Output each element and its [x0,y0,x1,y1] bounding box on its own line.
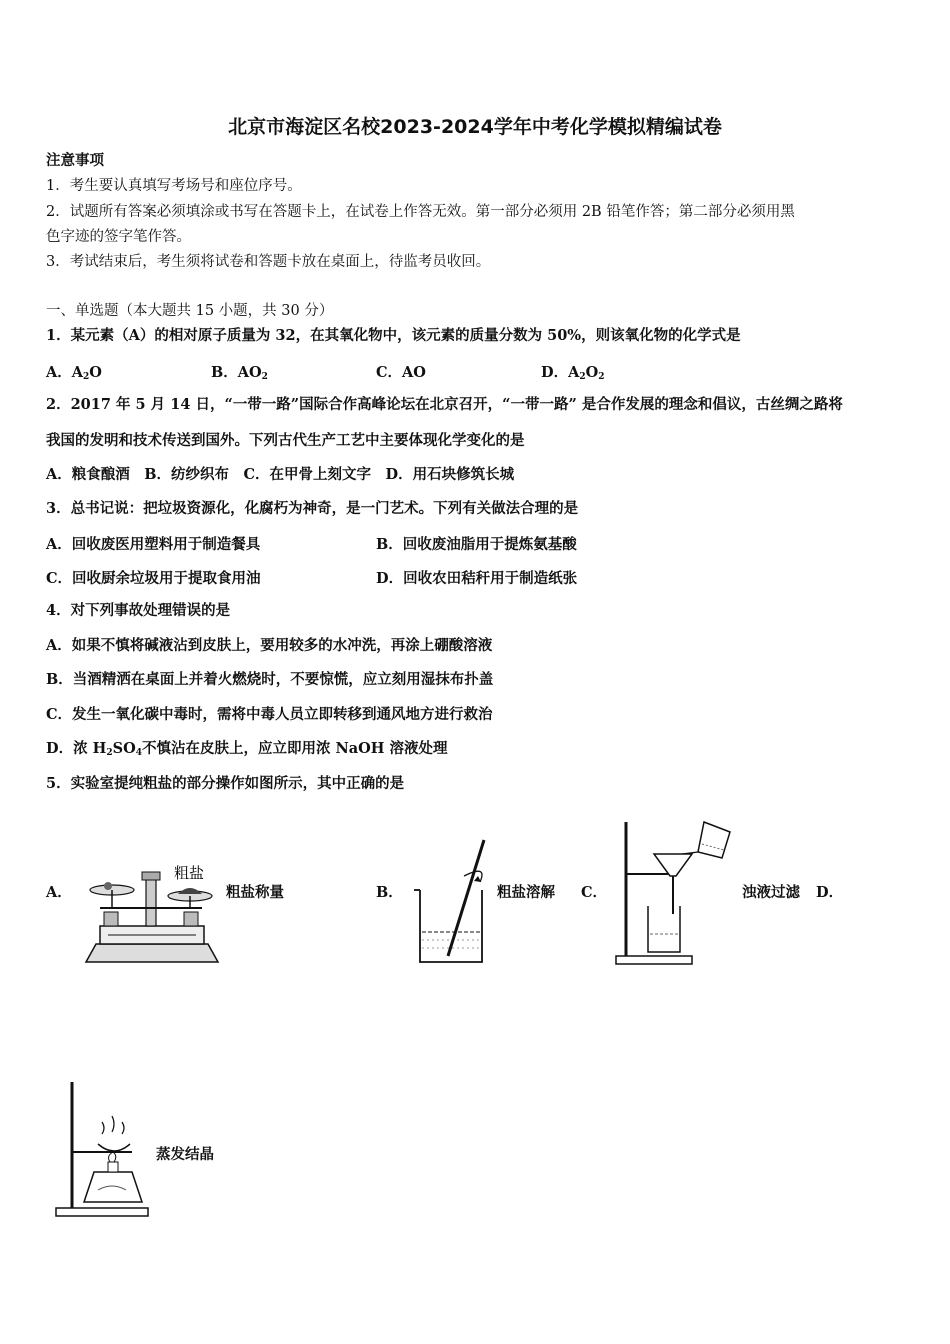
beaker-stirring-figure [408,836,498,966]
q5-option-d-letter: D． [816,884,844,901]
q1-option-b: B．$AO_2$ [211,364,268,382]
notice-item-2-cont: 色字迹的签字笔作答。 [46,229,191,245]
q4-option-c: C．发生一氧化碳中毒时，需将中毒人员立即转移到通风地方进行救治 [46,706,493,723]
notice-item-3: 3．考试结束后，考生须将试卷和答题卡放在桌面上，待监考员收回。 [46,254,491,270]
q4-option-b: B．当酒精洒在桌面上并着火燃烧时，不要惊慌，应立刻用湿抹布扑盖 [46,671,494,688]
q1-stem: 1．某元素（A）的相对原子质量为 32，在其氧化物中，该元素的质量分数为 50%，则该氧化物的化学式是 [46,327,741,344]
q5-option-c-letter: C． [581,884,608,901]
q5-option-a-caption: 粗盐称量 [226,884,284,901]
q1-option-a: A．$A_2O$ [46,364,102,382]
q3-option-c: C．回收厨余垃圾用于提取食用油 [46,570,261,587]
q2-stem-line1: 2．2017 年 5 月 14 日，“一带一路”国际合作高峰论坛在北京召开，“一带一路” 是合作发展的理念和倡议，古丝绸之路将 [46,396,843,413]
section-heading: 一、单选题（本大题共 15 小题，共 30 分） [46,303,334,319]
q5-option-d-caption: 蒸发结晶 [156,1146,214,1163]
notice-item-1: 1．考生要认真填写考场号和座位序号。 [46,178,302,194]
q3-stem: 3．总书记说：把垃圾资源化，化腐朽为神奇，是一门艺术。下列有关做法合理的是 [46,500,579,517]
q1-option-c: C．AO [376,364,426,381]
balance-figure [78,856,228,968]
q5-stem: 5．实验室提纯粗盐的部分操作如图所示，其中正确的是 [46,775,405,792]
q3-option-a: A．回收废医用塑料用于制造餐具 [46,536,261,553]
q5-option-b-letter: B． [376,884,403,901]
q5-option-b-caption: 粗盐溶解 [497,884,555,901]
notice-item-2: 2．试题所有答案必须填涂或书写在答题卡上，在试卷上作答无效。第一部分必须用 2B 铅笔作答；第二部分必须用黑 [46,204,795,220]
notice-heading: 注意事项 [46,152,104,169]
balance-label: 粗盐 [174,864,205,882]
filtration-figure [612,818,742,968]
q3-option-d: D．回收农田秸秆用于制造纸张 [376,570,578,587]
page-title: 北京市海淀区名校2023-2024学年中考化学模拟精编试卷 [228,116,722,138]
q4-option-a: A．如果不慎将碱液沾到皮肤上，要用较多的水冲洗，再涂上硼酸溶液 [46,637,493,654]
q2-options: A．粮食酿酒 B．纺纱织布 C．在甲骨上刻文字 D．用石块修筑长城 [46,466,515,483]
q4-stem: 4．对下列事故处理错误的是 [46,602,231,619]
q5-option-c-caption: 浊液过滤 [742,884,800,901]
q3-option-b: B．回收废油脂用于提炼氨基酸 [376,536,577,553]
q5-option-a-letter: A． [46,884,72,901]
q2-stem-line2: 我国的发明和技术传送到国外。下列古代生产工艺中主要体现化学变化的是 [46,432,525,449]
evaporation-figure [50,1078,154,1220]
q1-option-d: D．$A_2O_2$ [541,364,605,382]
q4-option-d: D．浓 $H_2SO_4$不慎沾在皮肤上，应立即用浓 NaOH 溶液处理 [46,740,448,758]
